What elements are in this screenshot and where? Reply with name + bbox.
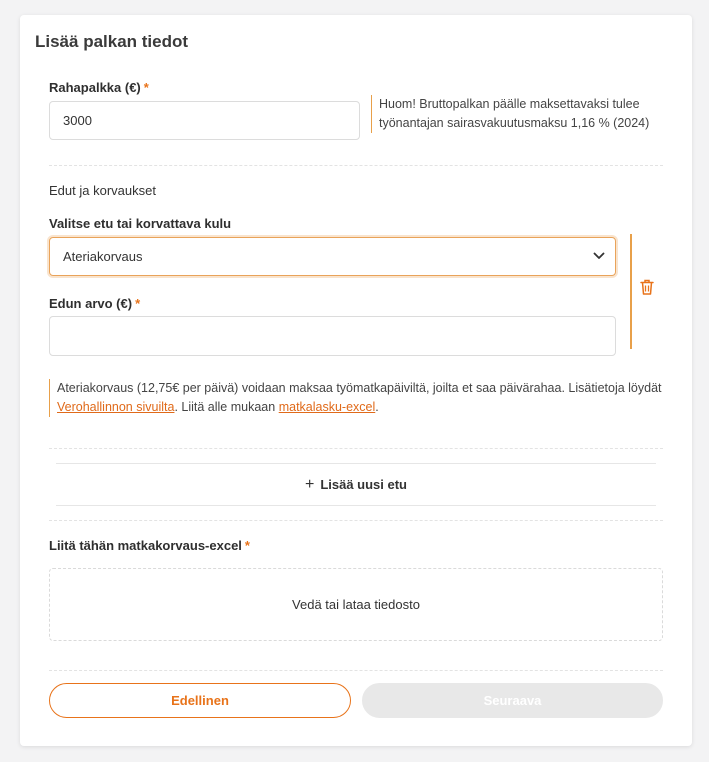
add-benefit-button[interactable] [56,463,656,506]
benefit-value-label-text: Edun arvo (€) [49,296,133,311]
divider [49,448,663,449]
attachment-label-text: Liitä tähän matkakorvaus-excel [49,538,242,553]
divider [49,520,663,521]
required-mark: * [135,296,141,311]
required-mark: * [244,538,250,553]
benefit-select-value: Ateriakorvaus [63,249,143,264]
next-button[interactable]: Seuraava [362,683,663,718]
salary-label-text: Rahapalkka (€) [49,80,141,95]
page-title: Lisää palkan tiedot [35,32,189,51]
trash-icon[interactable] [639,278,655,296]
benefit-info-text: Ateriakorvaus (12,75€ per päivä) voidaan maksaa työmatkapäiviltä, joilta et saa päivärahaa. Lisätietoja löydät [57,381,662,395]
salary-note: Huom! Bruttopalkan päälle maksettavaksi tulee työnantajan sairasvakuutusmaksu 1,16 % (2024) [371,95,679,133]
divider [49,670,663,671]
benefit-select-label: Valitse etu tai korvattava kulu [49,216,232,231]
chevron-down-icon [593,251,605,261]
plus-icon: + [304,476,315,493]
benefit-value-label [49,296,140,311]
tax-authority-link[interactable]: Verohallinnon sivuilta [57,400,175,414]
benefit-info [49,379,667,417]
benefit-info-text: . [375,400,379,414]
salary-form-card [20,15,692,746]
file-dropzone[interactable] [49,568,663,641]
benefit-select[interactable] [49,237,616,276]
travel-invoice-excel-link[interactable]: matkalasku-excel [278,400,376,414]
previous-button[interactable]: Edellinen [49,683,351,718]
dropzone-text: Vedä tai lataa tiedosto [292,597,420,612]
divider [49,165,663,166]
attachment-label [49,538,250,553]
add-benefit-label: Lisää uusi etu [320,477,408,492]
salary-input[interactable] [49,101,360,140]
benefit-info-text: . Liitä alle mukaan [174,400,276,414]
benefits-section-label: Edut ja korvaukset [49,183,156,198]
benefit-value-input[interactable] [49,316,616,356]
salary-label [49,80,149,95]
benefit-group-border [630,234,632,349]
required-mark: * [143,80,149,95]
